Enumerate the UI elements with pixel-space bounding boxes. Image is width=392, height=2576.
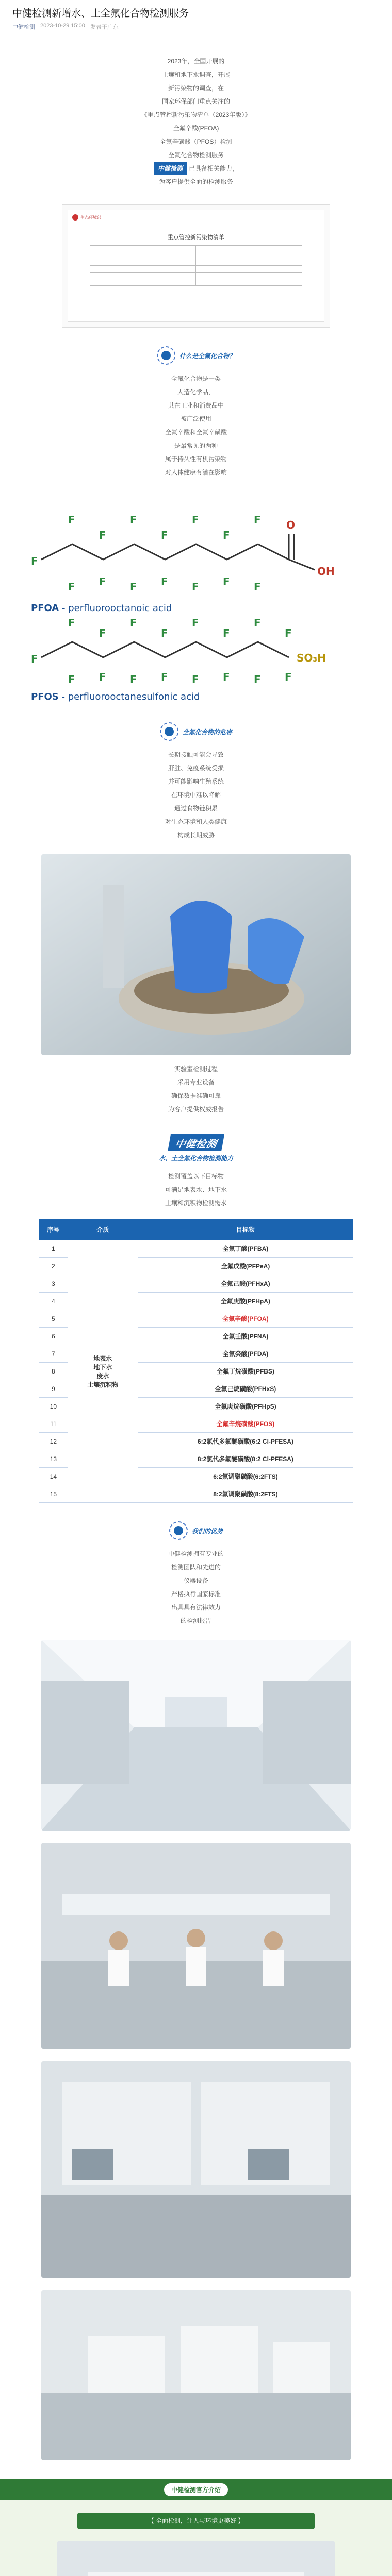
- article-header: [0, 0, 392, 34]
- policy-document-image[interactable]: [62, 204, 330, 328]
- lab-sample-prep-photo[interactable]: [41, 854, 351, 1055]
- svg-text:F: F: [31, 555, 38, 567]
- article-title: 中健检测新增水、土全氟化合物检测服务: [12, 8, 189, 19]
- row-number: 6: [39, 1328, 68, 1345]
- document-heading: 重点管控新污染物清单: [168, 234, 224, 241]
- text-line: 在环境中难以降解: [171, 791, 221, 799]
- text-line: 被广泛使用: [180, 415, 211, 422]
- text-line: 构成长期威胁: [177, 832, 215, 839]
- star-icon: [169, 1521, 188, 1540]
- text-line: 全氟化合物是一类: [171, 375, 221, 382]
- so3h-label: SO₃H: [297, 652, 326, 664]
- text-line: 的检测报告: [180, 1617, 211, 1624]
- svg-text:F: F: [254, 514, 261, 526]
- svg-text:F: F: [99, 575, 106, 588]
- target-compound: 6:2氟调聚磺酸(6:2FTS): [138, 1468, 353, 1485]
- seal-icon: [72, 214, 78, 221]
- row-number: 1: [39, 1240, 68, 1258]
- svg-text:F: F: [161, 529, 168, 541]
- col-header-target: 目标物: [138, 1219, 353, 1240]
- pfoa-skeleton: [41, 534, 315, 570]
- svg-text:F: F: [192, 581, 199, 593]
- row-number: 14: [39, 1468, 68, 1485]
- target-compound: 全氟庚酸(PFHpA): [138, 1293, 353, 1310]
- svg-text:F: F: [130, 673, 137, 686]
- pfos-fluorines: [31, 617, 292, 686]
- target-compound: 6:2氯代多氟醚磺酸(6:2 Cl-PFESA): [138, 1433, 353, 1450]
- target-compound: 全氟丁烷磺酸(PFBS): [138, 1363, 353, 1380]
- medium-cell: [68, 1240, 138, 1503]
- warning-icon: [160, 722, 178, 741]
- table-row: [39, 1240, 353, 1258]
- svg-text:F: F: [285, 627, 292, 639]
- section1-text: [0, 372, 392, 479]
- svg-text:F: F: [68, 581, 75, 593]
- lab-corridor-photo[interactable]: [41, 1640, 351, 1831]
- section-heading-what: [144, 346, 248, 365]
- intro-line: 国家环保部门重点关注的: [161, 98, 230, 105]
- section-title: 全氟化合物的危害: [182, 728, 232, 736]
- intro-line: 全氟化合物检测服务: [168, 151, 224, 159]
- text-line: 检测覆盖以下目标物: [168, 1173, 224, 1180]
- text-line: 对人体健康有潜在影响: [165, 469, 227, 476]
- document-table: [90, 245, 303, 286]
- lab-instrument-photo[interactable]: [41, 2290, 351, 2460]
- brand-logo: 中健检测: [168, 1134, 224, 1151]
- about-banner-title: 中健检测官方介绍: [164, 2483, 228, 2496]
- section2-text: [0, 748, 392, 842]
- text-line: 确保数据准确可靠: [171, 1092, 221, 1099]
- svg-text:F: F: [99, 627, 106, 639]
- text-line: 属于持久性有机污染物: [165, 455, 227, 463]
- text-line: 仪器设备: [183, 1577, 208, 1584]
- table-header-row: [39, 1219, 353, 1240]
- target-compound: 全氟辛烷磺酸(PFOS): [138, 1415, 353, 1433]
- capability-title: 水、土全氟化合物检测能力: [158, 1155, 233, 1162]
- document-org: [72, 214, 320, 221]
- medium-label: 地表水: [93, 1354, 112, 1362]
- col-header-no: 序号: [39, 1219, 68, 1240]
- row-number: 13: [39, 1450, 68, 1468]
- target-compound: 全氟戊酸(PFPeA): [138, 1258, 353, 1275]
- about-banner: [0, 2479, 392, 2500]
- row-number: 5: [39, 1310, 68, 1328]
- lab-staff-photo[interactable]: [41, 1843, 351, 2049]
- svg-text:F: F: [223, 671, 230, 683]
- publish-location: 发表于广东: [90, 24, 119, 30]
- text-line: 可满足地表水、地下水: [165, 1186, 227, 1193]
- section-title: 什么是全氟化合物？: [179, 352, 235, 360]
- target-compound: 全氟庚烷磺酸(PFHpS): [138, 1398, 353, 1415]
- section-heading-advantage: [144, 1521, 248, 1540]
- intro-line: 土壤和地下水调查，开展: [161, 71, 230, 78]
- target-compound: 全氟壬酸(PFNA): [138, 1328, 353, 1345]
- col-header-medium: 介质: [68, 1219, 138, 1240]
- target-compound-table: [39, 1219, 353, 1503]
- svg-text:F: F: [99, 671, 106, 683]
- section-title: 我们的优势: [191, 1527, 223, 1535]
- row-number: 10: [39, 1398, 68, 1415]
- text-line: 肝脏、免疫系统受损: [168, 765, 224, 772]
- text-line: 长期接触可能会导致: [168, 751, 224, 758]
- text-line: 中健检测拥有专业的: [168, 1550, 224, 1557]
- text-line: 采用专业设备: [177, 1079, 215, 1086]
- svg-text:F: F: [68, 673, 75, 686]
- article-meta: [12, 23, 380, 31]
- lab-bench-photo[interactable]: [41, 2061, 351, 2278]
- section3-text: [0, 1547, 392, 1628]
- pfos-skeleton: [41, 642, 289, 657]
- text-line: 通过食物链积累: [174, 805, 218, 812]
- svg-text:F: F: [130, 617, 137, 629]
- intro-text: [0, 55, 392, 189]
- account-name-link[interactable]: 中健检测: [12, 24, 35, 30]
- target-compound: 8:2氯代多氟醚磺酸(8:2 Cl-PFESA): [138, 1450, 353, 1468]
- about-slogan: 【 全面检测，让人与环境更美好 】: [77, 2513, 315, 2529]
- pfoa-fluorines: [31, 514, 261, 593]
- target-compound: 全氟己酸(PFHxA): [138, 1275, 353, 1293]
- text-line: 是最常见的两种: [174, 442, 218, 449]
- svg-text:F: F: [68, 514, 75, 526]
- svg-text:F: F: [192, 673, 199, 686]
- svg-text:F: F: [192, 617, 199, 629]
- medium-label: 地下水: [93, 1363, 112, 1371]
- svg-text:F: F: [68, 617, 75, 629]
- svg-text:F: F: [223, 575, 230, 588]
- row-number: 12: [39, 1433, 68, 1450]
- svg-text:F: F: [130, 514, 137, 526]
- oxygen-label: O: [286, 519, 296, 531]
- row-number: 15: [39, 1485, 68, 1503]
- text-line: 并可能影响生殖系统: [168, 778, 224, 785]
- target-compound: 全氟己烷磺酸(PFHxS): [138, 1380, 353, 1398]
- medium-label: 废水: [96, 1372, 109, 1380]
- svg-text:F: F: [254, 617, 261, 629]
- document-page: [68, 210, 324, 322]
- text-line: 严格执行国家标准: [171, 1590, 221, 1598]
- svg-text:F: F: [130, 581, 137, 593]
- oh-label: OH: [317, 565, 335, 578]
- company-building-photo[interactable]: [57, 2541, 335, 2576]
- intro-line: 《重点管控新污染物清单（2023年版）》: [141, 111, 251, 118]
- row-number: 8: [39, 1363, 68, 1380]
- row-number: 4: [39, 1293, 68, 1310]
- svg-text:F: F: [99, 529, 106, 541]
- text-line: 其在工业和消费品中: [168, 402, 224, 409]
- intro-line: 已具备相关能力，: [189, 165, 239, 172]
- svg-text:F: F: [192, 514, 199, 526]
- svg-text:F: F: [223, 529, 230, 541]
- text-line: 出具具有法律效力: [171, 1604, 221, 1611]
- svg-text:F: F: [161, 627, 168, 639]
- target-compound: 8:2氟调聚磺酸(8:2FTS): [138, 1485, 353, 1503]
- target-compound: 全氟丁酸(PFBA): [138, 1240, 353, 1258]
- text-line: 人造化学品，: [177, 388, 215, 396]
- target-compound: 全氟辛酸(PFOA): [138, 1310, 353, 1328]
- capability-text: [0, 1170, 392, 1210]
- capability-badge: [139, 1134, 253, 1162]
- molecule-icon: [157, 346, 175, 365]
- photo-caption: [0, 1062, 392, 1116]
- about-panel: [0, 2500, 392, 2576]
- row-number: 7: [39, 1345, 68, 1363]
- medium-label: 土壤沉积物: [87, 1381, 119, 1388]
- svg-text:F: F: [223, 627, 230, 639]
- svg-text:F: F: [161, 575, 168, 588]
- intro-line: 2023年，全国开展的: [167, 58, 225, 65]
- text-line: 土壤和沉积物检测需求: [165, 1199, 227, 1207]
- text-line: 检测团队和先进的: [171, 1564, 221, 1571]
- svg-text:F: F: [161, 671, 168, 683]
- intro-line: 全氟辛磺酸（PFOS）检测: [159, 138, 233, 145]
- row-number: 11: [39, 1415, 68, 1433]
- intro-line: 为客户提供全面的检测服务: [158, 178, 233, 185]
- pfoa-caption: PFOA - perfluorooctanoic acid: [31, 603, 172, 614]
- svg-text:F: F: [254, 673, 261, 686]
- intro-brand-line: [0, 162, 392, 175]
- svg-text:F: F: [31, 653, 38, 665]
- target-compound: 全氟癸酸(PFDA): [138, 1345, 353, 1363]
- row-number: 9: [39, 1380, 68, 1398]
- text-line: 全氟辛酸和全氟辛磺酸: [165, 429, 227, 436]
- document-org-name: 生态环境部: [80, 215, 101, 220]
- row-number: 3: [39, 1275, 68, 1293]
- publish-date: 2023-10-29 15:00: [40, 23, 85, 29]
- text-line: 实验室检测过程: [174, 1065, 218, 1073]
- intro-line: 全氟辛酸(PFOA): [173, 125, 219, 132]
- row-number: 2: [39, 1258, 68, 1275]
- svg-text:F: F: [285, 671, 292, 683]
- brand-highlight: 中健检测: [154, 162, 187, 175]
- section-heading-harm: [144, 722, 248, 741]
- intro-line: 新污染物的调查，在: [168, 84, 224, 92]
- pfos-caption: PFOS - perfluorooctanesulfonic acid: [31, 691, 200, 702]
- text-line: 为客户提供权威报告: [168, 1106, 224, 1113]
- svg-text:F: F: [254, 581, 261, 593]
- pfoa-pfos-structure-image[interactable]: [21, 487, 371, 704]
- text-line: 对生态环境和人类健康: [165, 818, 227, 825]
